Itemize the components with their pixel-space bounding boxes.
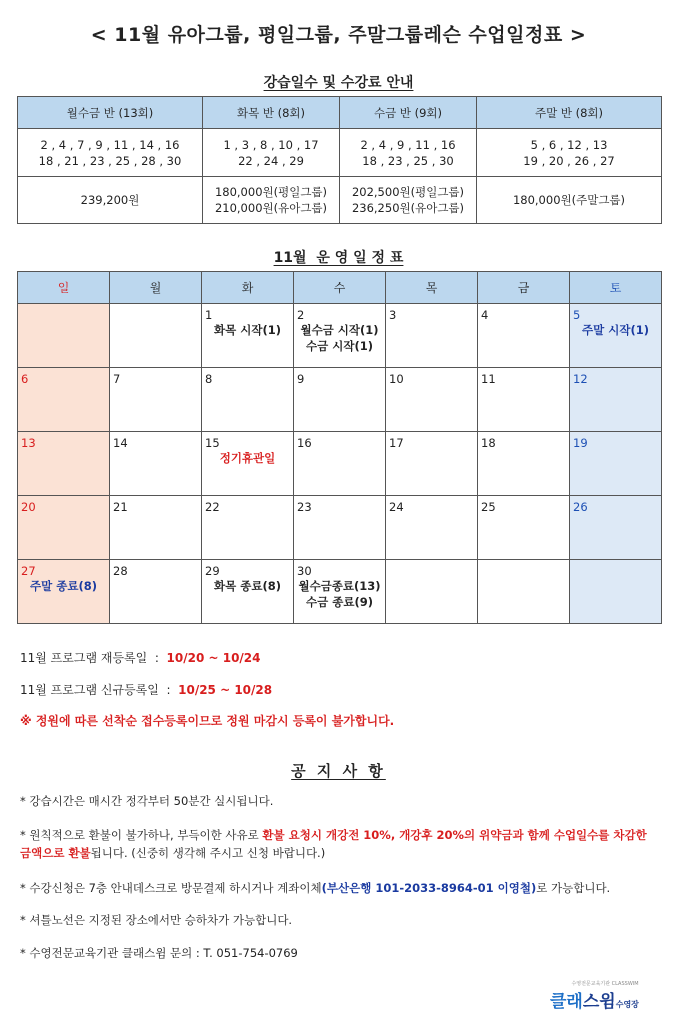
calendar-title: 11월 운 영 일 정 표 [273, 250, 404, 266]
fee-header-cell: 화목 반 (8회) [203, 97, 340, 129]
fee-price-cell: 239,200원 [18, 177, 203, 224]
calendar-day-cell [386, 368, 478, 432]
calendar-event: 월수금종료(13) [298, 579, 381, 593]
fee-price-row [18, 177, 662, 224]
weekday-header: 월 [110, 272, 202, 304]
calendar-day-cell [294, 496, 386, 560]
weekday-header: 수 [294, 272, 386, 304]
day-number: 29 [205, 564, 220, 578]
day-number: 14 [113, 436, 128, 450]
weekday-header: 일 [18, 272, 110, 304]
calendar-day-cell [294, 368, 386, 432]
calendar-day-cell [18, 560, 110, 624]
page-title: < 11월 유아그룹, 평일그룹, 주말그룹레슨 수업일정표 > [90, 24, 587, 46]
day-number: 23 [297, 500, 312, 514]
day-number: 27 [21, 564, 36, 578]
calendar-day-cell [110, 304, 202, 368]
fee-header-cell: 월수금 반 (13회) [18, 97, 203, 129]
notice-item: * 수강신청은 7층 안내데스크로 방문결제 하시거나 계좌이체(부산은행 101-2033-8964-01 이영철)로 가능합니다. [20, 881, 611, 895]
day-number: 15 [205, 436, 220, 450]
calendar-day-cell [202, 432, 294, 496]
calendar-day-cell [386, 496, 478, 560]
calendar-day-cell [386, 304, 478, 368]
day-number: 13 [21, 436, 36, 450]
calendar-day-cell [18, 304, 110, 368]
calendar-week-row [18, 560, 662, 624]
calendar-day-cell [478, 368, 570, 432]
calendar-week-row [18, 496, 662, 560]
weekday-header: 금 [478, 272, 570, 304]
fee-price-cell: 180,000원(주말그룹) [477, 177, 662, 224]
day-number: 16 [297, 436, 312, 450]
calendar-day-cell [570, 432, 662, 496]
day-number: 20 [21, 500, 36, 514]
calendar-day-cell [202, 560, 294, 624]
day-number: 8 [205, 372, 213, 386]
fee-header-cell: 주말 반 (8회) [477, 97, 662, 129]
day-number: 9 [297, 372, 305, 386]
day-number: 26 [573, 500, 588, 514]
day-number: 19 [573, 436, 588, 450]
notice-item: * 강습시간은 매시간 정각부터 50분간 실시됩니다. [20, 794, 274, 808]
calendar-event: 주말 종료(8) [30, 579, 97, 593]
calendar-day-cell [570, 368, 662, 432]
calendar-day-cell [478, 496, 570, 560]
calendar-week-row [18, 304, 662, 368]
weekday-header: 토 [570, 272, 662, 304]
calendar-day-cell [202, 304, 294, 368]
day-number: 1 [205, 308, 213, 322]
calendar-day-cell [478, 560, 570, 624]
calendar-header-row [18, 272, 662, 304]
fee-dates-cell: 2 , 4 , 7 , 9 , 11 , 14 , 16 18 , 21 , 23 , 25 , 28 , 30 [18, 129, 203, 177]
day-number: 30 [297, 564, 312, 578]
calendar-day-cell [386, 432, 478, 496]
notice-item: * 셔틀노선은 지정된 장소에서만 승하차가 가능합니다. [20, 913, 293, 927]
classwim-logo: 수영전문교육기관 CLASSWIM 클래스윔수영장 [550, 981, 639, 1012]
day-number: 17 [389, 436, 404, 450]
calendar-event: 정기휴관일 [219, 451, 276, 465]
calendar-day-cell [18, 496, 110, 560]
calendar-day-cell [478, 432, 570, 496]
re-registration-period: 11월 프로그램 재등록일 : 10/20 ~ 10/24 [20, 651, 261, 665]
day-number: 10 [389, 372, 404, 386]
fee-section-title: 강습일수 및 수강료 안내 [263, 75, 414, 91]
calendar-day-cell [294, 304, 386, 368]
day-number: 18 [481, 436, 496, 450]
calendar-event: 화목 종료(8) [214, 579, 281, 593]
fee-header-row [18, 97, 662, 129]
calendar-day-cell [294, 560, 386, 624]
calendar-day-cell [18, 368, 110, 432]
capacity-warning: ※ 정원에 따른 선착순 접수등록이므로 정원 마감시 등록이 불가합니다. [20, 714, 395, 728]
day-number: 11 [481, 372, 496, 386]
calendar-event: 수금 시작(1) [306, 339, 373, 353]
calendar-event: 화목 시작(1) [214, 323, 281, 337]
calendar-day-cell [18, 432, 110, 496]
fee-dates-cell: 5 , 6 , 12 , 13 19 , 20 , 26 , 27 [477, 129, 662, 177]
new-registration-period: 11월 프로그램 신규등록일 : 10/25 ~ 10/28 [20, 683, 273, 697]
calendar-day-cell [570, 560, 662, 624]
calendar-event: 주말 시작(1) [582, 323, 649, 337]
notice-title: 공 지 사 항 [291, 762, 386, 780]
weekday-header: 목 [386, 272, 478, 304]
calendar-day-cell [110, 432, 202, 496]
day-number: 28 [113, 564, 128, 578]
day-number: 2 [297, 308, 305, 322]
fee-dates-row [18, 129, 662, 177]
calendar-day-cell [386, 560, 478, 624]
day-number: 5 [573, 308, 581, 322]
calendar-week-row [18, 432, 662, 496]
day-number: 24 [389, 500, 404, 514]
calendar-event: 수금 종료(9) [306, 595, 373, 609]
day-number: 3 [389, 308, 397, 322]
calendar-week-row [18, 368, 662, 432]
calendar-day-cell [202, 368, 294, 432]
day-number: 4 [481, 308, 489, 322]
fee-table [17, 96, 662, 224]
weekday-header: 화 [202, 272, 294, 304]
notice-item: * 원칙적으로 환불이 불가하나, 부득이한 사유로 환불 요청시 개강전 10%, 개강후 20%의 위약금과 함께 수업일수를 차감한 금액으로 환불됩니다. (신중히 생각해 주시고 신청 바랍니다.) [20, 828, 647, 860]
calendar-day-cell [570, 496, 662, 560]
calendar-day-cell [110, 368, 202, 432]
fee-price-cell: 180,000원(평일그룹) 210,000원(유아그룹) [203, 177, 340, 224]
calendar-day-cell [570, 304, 662, 368]
fee-dates-cell: 1 , 3 , 8 , 10 , 17 22 , 24 , 29 [203, 129, 340, 177]
day-number: 7 [113, 372, 121, 386]
calendar-day-cell [478, 304, 570, 368]
day-number: 12 [573, 372, 588, 386]
day-number: 6 [21, 372, 29, 386]
calendar-table [17, 271, 662, 624]
fee-price-cell: 202,500원(평일그룹) 236,250원(유아그룹) [340, 177, 477, 224]
fee-header-cell: 수금 반 (9회) [340, 97, 477, 129]
day-number: 21 [113, 500, 128, 514]
notice-item: * 수영전문교육기관 클래스윔 문의 : T. 051-754-0769 [20, 946, 298, 960]
day-number: 25 [481, 500, 496, 514]
calendar-day-cell [110, 560, 202, 624]
fee-dates-cell: 2 , 4 , 9 , 11 , 16 18 , 23 , 25 , 30 [340, 129, 477, 177]
calendar-event: 월수금 시작(1) [300, 323, 379, 337]
calendar-day-cell [202, 496, 294, 560]
day-number: 22 [205, 500, 220, 514]
calendar-day-cell [110, 496, 202, 560]
calendar-day-cell [294, 432, 386, 496]
